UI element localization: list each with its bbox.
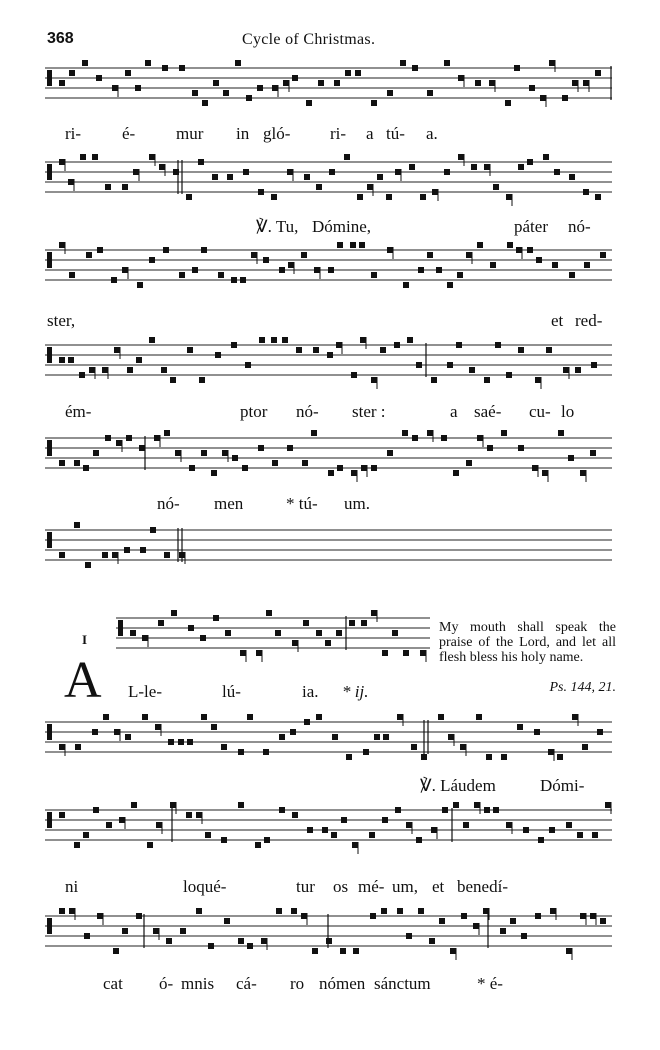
lyric-syllable: gló- bbox=[263, 124, 291, 143]
drop-cap: A bbox=[64, 652, 102, 709]
lyric-syllable: cat bbox=[103, 974, 123, 993]
lyric-syllable: é- bbox=[122, 124, 136, 143]
lyric-syllable: ro bbox=[290, 974, 305, 993]
lyric-syllable: ó- bbox=[159, 974, 174, 993]
lyric-syllable: nó- bbox=[296, 402, 319, 421]
lyric-syllable: mé- bbox=[358, 877, 385, 896]
lyric-syllable: L-le- bbox=[128, 682, 162, 701]
chant-staff-4 bbox=[0, 335, 660, 399]
chant-staff-5 bbox=[0, 428, 660, 492]
lyric-syllable: nó- bbox=[157, 494, 180, 513]
lyric-syllable: cu- bbox=[529, 402, 551, 421]
lyric-syllable: um. bbox=[344, 494, 370, 513]
lyric-syllable: ℣. Láudem bbox=[420, 776, 496, 795]
lyric-syllable: um, bbox=[392, 877, 418, 896]
lyric-syllable: saé- bbox=[474, 402, 502, 421]
lyric-syllable: Dómi- bbox=[540, 776, 585, 795]
lyric-syllable: cá- bbox=[236, 974, 257, 993]
lyric-syllable: lo bbox=[561, 402, 575, 421]
lyric-syllable: nó- bbox=[568, 217, 591, 236]
chant-staff-verse-1 bbox=[0, 712, 660, 780]
lyric-syllable: a. bbox=[426, 124, 438, 143]
lyric-syllable: lú- bbox=[222, 682, 241, 701]
lyric-syllable: mnis bbox=[181, 974, 215, 993]
lyric-syllable: sánctum bbox=[374, 974, 431, 993]
lyric-syllable: a bbox=[450, 402, 458, 421]
chant-staff-3 bbox=[0, 240, 660, 304]
lyric-syllable: a bbox=[366, 124, 374, 143]
mode-number: I bbox=[82, 632, 88, 647]
lyric-syllable: ster : bbox=[352, 402, 386, 421]
chant-staff-2 bbox=[0, 152, 660, 214]
lyric-syllable: ster, bbox=[47, 311, 76, 330]
lyric-syllable: nómen bbox=[319, 974, 366, 993]
lyric-syllable: men bbox=[214, 494, 244, 513]
lyric-syllable: * tú- bbox=[286, 494, 318, 513]
lyric-syllable: ni bbox=[65, 877, 79, 896]
lyric-syllable: tú- bbox=[386, 124, 405, 143]
lyric-syllable: ri- bbox=[65, 124, 82, 143]
lyric-syllable: ia. bbox=[302, 682, 319, 701]
lyric-syllable: tur bbox=[296, 877, 315, 896]
chant-staff-1 bbox=[0, 58, 660, 118]
lyric-syllable: ℣. Tu, bbox=[256, 217, 299, 236]
lyric-syllable: * ij. bbox=[342, 682, 369, 701]
running-title: Cycle of Christmas. bbox=[242, 31, 376, 48]
lyric-syllable: loqué- bbox=[183, 877, 227, 896]
lyric-syllable: páter bbox=[514, 217, 548, 236]
page-number: 368 bbox=[47, 30, 74, 47]
lyric-syllable: et bbox=[432, 877, 445, 896]
lyric-syllable: ri- bbox=[330, 124, 347, 143]
psalm-reference: Ps. 144, 21. bbox=[549, 680, 616, 695]
lyric-syllable: ém- bbox=[65, 402, 92, 421]
chant-staff-verse-3 bbox=[0, 906, 660, 974]
lyric-syllable: * é- bbox=[477, 974, 503, 993]
lyric-syllable: et bbox=[551, 311, 564, 330]
lyric-syllable: mur bbox=[176, 124, 204, 143]
translation-text: My mouth shall speak the praise of the Lord, and let all flesh bless his holy name. bbox=[439, 620, 616, 665]
lyric-syllable: ptor bbox=[240, 402, 268, 421]
lyric-syllable: benedí- bbox=[457, 877, 508, 896]
chant-staff-6 bbox=[0, 520, 660, 580]
lyric-syllable: in bbox=[236, 124, 250, 143]
lyric-syllable: red- bbox=[575, 311, 603, 330]
lyric-syllable: Dómine, bbox=[312, 217, 372, 236]
chant-staff-verse-2 bbox=[0, 800, 660, 868]
lyric-syllable: os bbox=[333, 877, 349, 896]
